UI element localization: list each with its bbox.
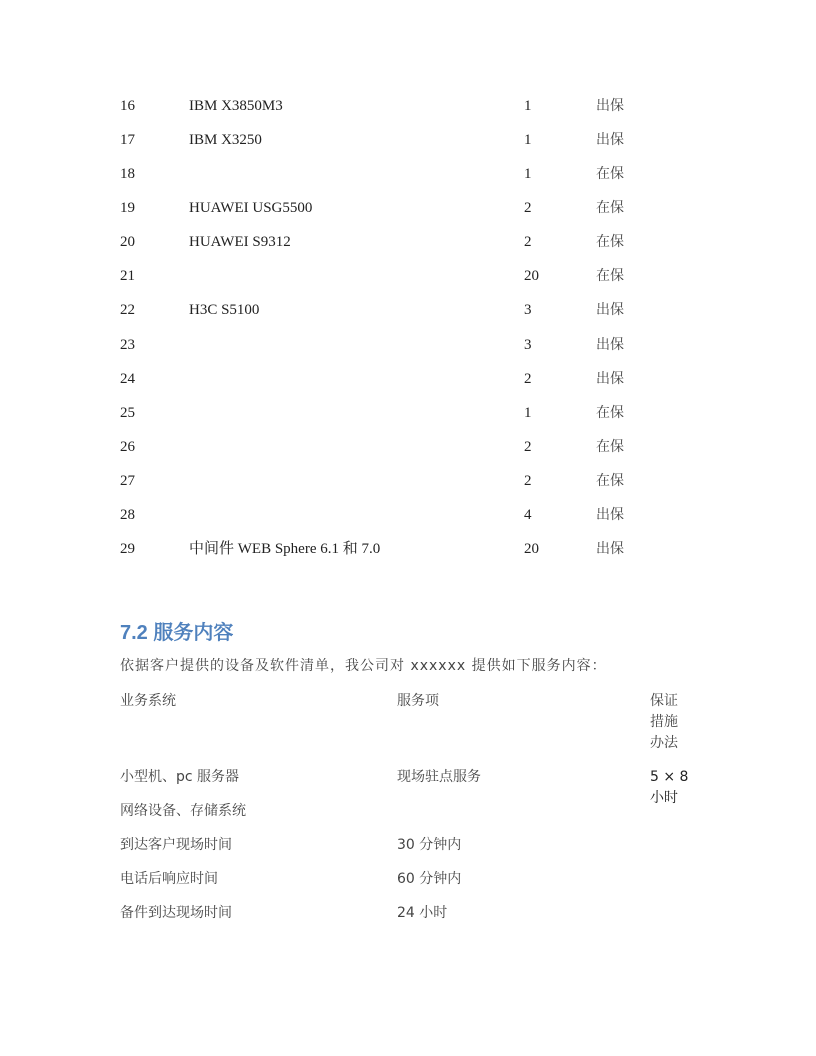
warranty-status: 在保: [596, 473, 624, 489]
warranty-status: 在保: [596, 439, 624, 455]
service-item: 现场驻点服务: [397, 769, 481, 785]
device-model: HUAWEI USG5500: [189, 200, 313, 216]
service-system: 小型机、pc 服务器: [120, 769, 240, 785]
quantity: 2: [524, 200, 532, 216]
service-item: 24 小时: [397, 905, 448, 921]
quantity: 2: [524, 473, 532, 489]
warranty-status: 出保: [596, 132, 624, 148]
warranty-status: 在保: [596, 166, 624, 182]
quantity: 1: [524, 166, 532, 182]
table-row: [0, 232, 816, 252]
table-row: [0, 300, 816, 320]
table-row: [0, 505, 816, 525]
row-number: 16: [120, 98, 135, 114]
table-row: [0, 96, 816, 116]
header-business-system: 业务系统: [120, 693, 176, 709]
row-number: 22: [120, 302, 135, 318]
row-number: 21: [120, 268, 135, 284]
warranty-status: 出保: [596, 98, 624, 114]
service-system: 到达客户现场时间: [120, 837, 232, 853]
quantity: 2: [524, 234, 532, 250]
table-row: [0, 437, 816, 457]
table-row: [0, 164, 816, 184]
row-number: 28: [120, 507, 135, 523]
row-number: 19: [120, 200, 135, 216]
device-model: IBM X3850M3: [189, 98, 283, 114]
warranty-status: 出保: [596, 337, 624, 353]
service-item: 30 分钟内: [397, 837, 462, 853]
row-number: 24: [120, 371, 135, 387]
warranty-status: 出保: [596, 507, 624, 523]
warranty-status: 在保: [596, 268, 624, 284]
intro-paragraph: 依据客户提供的设备及软件清单，我公司对 xxxxxx 提供如下服务内容：: [120, 658, 607, 674]
table-row: [0, 369, 816, 389]
quantity: 3: [524, 302, 532, 318]
warranty-status: 在保: [596, 200, 624, 216]
service-system: 电话后响应时间: [120, 871, 218, 887]
quantity: 2: [524, 439, 532, 455]
service-guarantee: 5 × 8 小时: [650, 769, 689, 806]
quantity: 1: [524, 405, 532, 421]
row-number: 26: [120, 439, 135, 455]
quantity: 1: [524, 98, 532, 114]
table-row: [0, 335, 816, 355]
table-row: [0, 471, 816, 491]
quantity: 20: [524, 268, 539, 284]
warranty-status: 出保: [596, 302, 624, 318]
warranty-status: 出保: [596, 371, 624, 387]
row-number: 25: [120, 405, 135, 421]
table-row: [0, 403, 816, 423]
table-row: [0, 198, 816, 218]
table-row: [0, 130, 816, 150]
warranty-status: 在保: [596, 405, 624, 421]
service-item: 60 分钟内: [397, 871, 462, 887]
row-number: 27: [120, 473, 135, 489]
row-number: 18: [120, 166, 135, 182]
quantity: 2: [524, 371, 532, 387]
quantity: 20: [524, 541, 539, 557]
quantity: 4: [524, 507, 532, 523]
quantity: 1: [524, 132, 532, 148]
table-row: [0, 539, 816, 559]
warranty-status: 出保: [596, 541, 624, 557]
section-heading: 7.2 服务内容: [120, 622, 234, 644]
device-model: 中间件 WEB Sphere 6.1 和 7.0: [189, 541, 381, 557]
service-system: 备件到达现场时间: [120, 905, 232, 921]
service-system: 网络设备、存储系统: [120, 803, 246, 819]
device-model: H3C S5100: [189, 302, 260, 318]
header-guarantee: 保证措施办法: [650, 693, 678, 751]
header-service-item: 服务项: [397, 693, 439, 709]
warranty-status: 在保: [596, 234, 624, 250]
quantity: 3: [524, 337, 532, 353]
row-number: 20: [120, 234, 135, 250]
device-model: HUAWEI S9312: [189, 234, 291, 250]
table-row: [0, 266, 816, 286]
row-number: 29: [120, 541, 135, 557]
device-model: IBM X3250: [189, 132, 262, 148]
row-number: 23: [120, 337, 135, 353]
row-number: 17: [120, 132, 135, 148]
